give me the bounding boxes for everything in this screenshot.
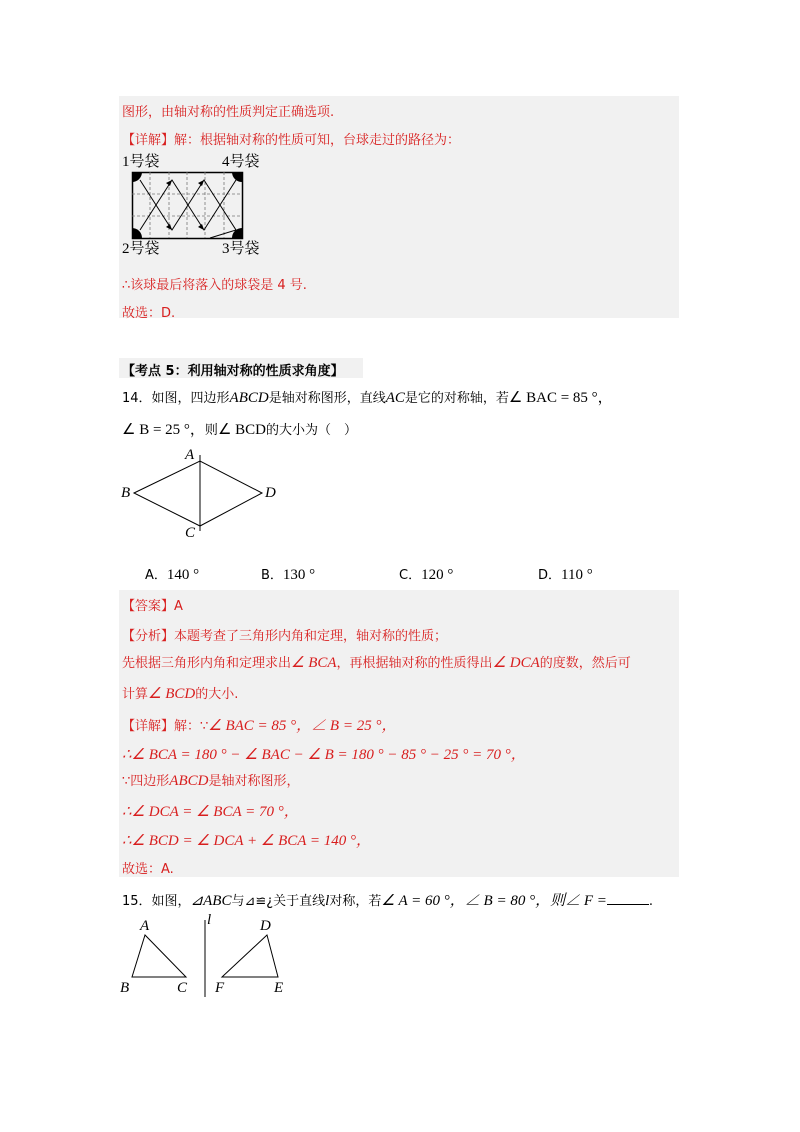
q14-cond2: ∠ B = 25 °， [122,422,205,438]
q15-line-l: l [207,912,212,928]
option-value: 130 ° [282,567,316,583]
a3-angle: ∠ BCD [148,686,196,702]
q15-line: l [325,893,330,909]
q14-stem-e: 的大小为（ ） [265,423,357,438]
option-value: 110 ° [561,567,593,583]
pocket-3-label: 3号袋 [222,241,260,257]
q15-vertex-E: E [274,980,284,996]
billiard-table-figure [132,172,244,240]
a2-pre: 先根据三角形内角和定理求出 [122,656,292,671]
q15-stem-c: 对称，若 [329,894,382,909]
q14-vertex-B: B [121,485,131,501]
q15-vertex-F: F [215,980,225,996]
q14-option-a[interactable] [145,564,199,584]
detail-line-3 [122,770,299,790]
a2-angle2: ∠ DCA [492,655,540,671]
q14-vertex-C: C [185,525,196,541]
q14-cond1: ∠ BAC = 85 °， [508,390,613,406]
q15-vertex-D: D [260,918,271,934]
pocket-1-label: 1号袋 [122,154,160,170]
question-14-stem [122,386,613,407]
q15-stem-b: 与⊿≌¿关于直线 [231,894,326,909]
solution-line: 图形，由轴对称的性质判定正确选项. [122,105,335,120]
d3-quad: ABCD [169,773,209,789]
q14-axis: AC [385,390,405,406]
option-value: 120 ° [421,567,454,583]
q15-vertex-B: B [120,980,130,996]
detail-line-5: ∴∠ BCD = ∠ DCA + ∠ BCA = 140 °， [122,833,372,849]
option-letter: A． [145,568,167,583]
option-letter: B． [261,568,283,583]
q14-stem-c: 是它的对称轴，若 [404,391,509,406]
a3-post: 的大小. [195,687,239,702]
q15-tri1: ⊿ABC [190,893,232,909]
detail-line-1 [122,714,396,735]
q14-stem-b: 是轴对称图形，直线 [268,391,386,406]
analysis-line: 【分析】本题考查了三角形内角和定理，轴对称的性质； [122,629,448,644]
detail-line: 【详解】解：根据轴对称的性质可知，台球走过的路径为： [122,133,461,148]
question-14-stem-line2 [122,418,357,439]
q15-stem-a: 15．如图， [122,894,191,909]
option-letter: D． [538,568,562,583]
q14-vertex-A: A [185,447,195,463]
q14-kite-figure [120,445,280,550]
q14-option-b[interactable] [261,564,315,584]
d3-post: 是轴对称图形， [208,774,300,789]
q15-vertex-A: A [140,918,150,934]
detail-line-2: ∴∠ BCA = 180 ° − ∠ BAC − ∠ B = 180 ° − 85 ° − 25 ° = 70 °， [122,747,526,763]
q14-quad: ABCD [229,390,269,406]
a2-mid: ，再根据轴对称的性质得出 [336,656,493,671]
q15-vertex-C: C [177,980,188,996]
choice-line: 故选：D. [122,306,176,321]
q14-option-c[interactable] [399,564,453,584]
d1-math: ∠ BAC = 85 °，∠ B = 25 °， [208,718,397,734]
q14-target: ∠ BCD [217,422,266,438]
q15-answer-blank[interactable] [607,893,649,905]
topic-heading: 【考点 5：利用轴对称的性质求角度】 [122,364,344,379]
question-15-stem [122,889,653,910]
answer-line: 【答案】A [122,599,183,614]
q14-vertex-D: D [265,485,276,501]
detail-line-4: ∴∠ DCA = ∠ BCA = 70 °， [122,804,299,820]
pocket-4-label: 4号袋 [222,154,260,170]
q14-option-d[interactable] [538,564,593,584]
d1-pre: 【详解】解：∵ [122,719,209,734]
q14-stem-a: 14．如图，四边形 [122,391,230,406]
pocket-2-label: 2号袋 [122,241,160,257]
q15-end: . [648,894,653,909]
q14-stem-d: 则 [204,423,218,438]
conclusion-line: ∴该球最后将落入的球袋是 4 号. [122,278,307,293]
d3-pre: ∵四边形 [122,774,170,789]
a2-post: 的度数，然后可 [539,656,631,671]
q15-cond: ∠ A = 60 °，∠ B = 80 °，则∠ F = [381,893,607,909]
analysis-line-3 [122,683,238,703]
a3-pre: 计算 [122,687,149,702]
choice-line-2: 故选：A. [122,862,174,877]
analysis-line-2 [122,652,631,672]
a2-angle1: ∠ BCA [291,655,337,671]
option-letter: C． [399,568,422,583]
option-value: 140 ° [166,567,200,583]
